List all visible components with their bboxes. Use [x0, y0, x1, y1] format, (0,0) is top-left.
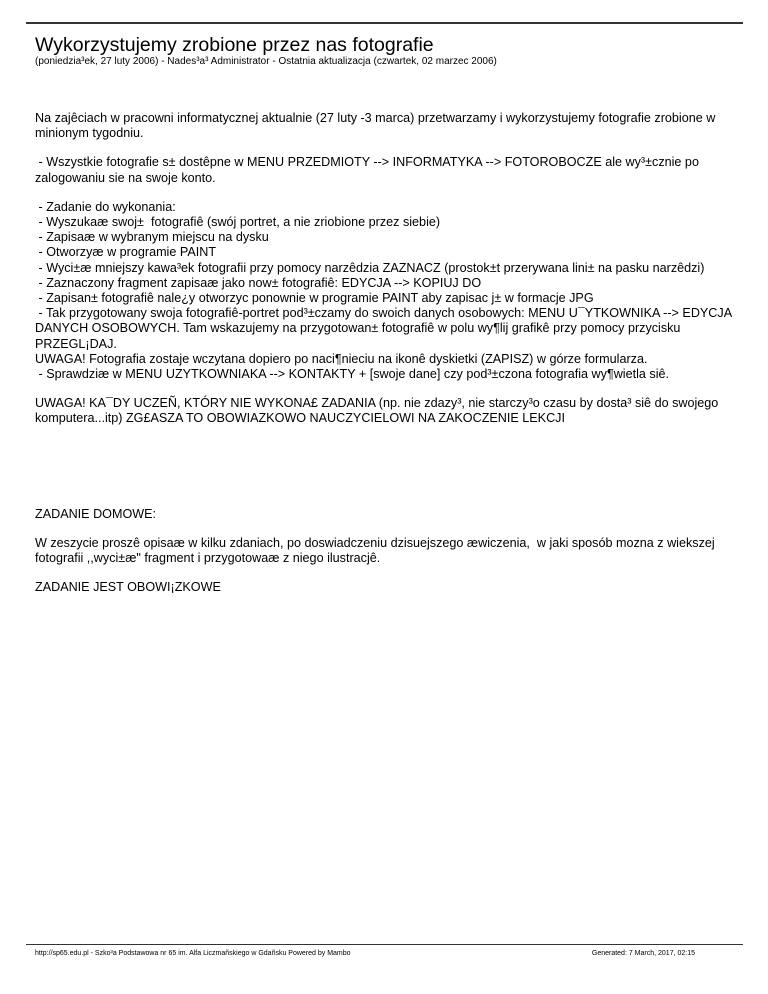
article-body [35, 111, 740, 595]
warning-paragraph: UWAGA! KA¯DY UCZEÑ, KTÓRY NIE WYKONA£ ZADANIA (np. nie zdazy³, nie starczy³o czasu by dosta³ siê do swojego komputera...itp) ZG£ASZA TO OBOWIAZKOWO NAUCZYCIELOWI NA ZAKOCZENIE LEKCJI [35, 396, 722, 426]
footer-generated: Generated: 7 March, 2017, 02:15 [591, 950, 695, 957]
intro-paragraph: Na zajêciach w pracowni informatycznej aktualnie (27 luty -3 marca) przetwarzamy i wykorzystujemy fotografie zrobione w minionym tygodniu. [35, 111, 719, 141]
footer-source: http://sp65.edu.pl - Szko³a Podstawowa nr 65 im. Alfa Liczmañskiego w Gdañsku Powered by Mambo [35, 950, 351, 957]
tasks-paragraph: - Zadanie do wykonania: - Wyszukaæ swoj± fotografiê (swój portret, a nie zriobione przez siebie) - Zapisaæ w wybranym miejscu na dysku - Otworzyæ w programie PAINT - Wyci±æ mniejszy kawa³ek fotografii przy pomocy narzêdzia ZAZNACZ (prostok±t przerywana lini± na pasku narzêdzi) - Zaznaczony fragment zapisaæ jako now± fotografiê: EDYCJA --> KOPIUJ DO - Zapisan± fotografiê nale¿y otworzyc ponownie w programie PAINT aby zapisac j± w formacje JPG - Tak przygotowany swoja fotografiê-portret pod³±czamy do swoich danych osobowych: MENU U¯YTKOWNIKA --> EDYCJA DANYCH OSOBOWYCH. Tam wskazujemy na przygotowan± fotografiê w polu wy¶lij grafikê przy pomocy przycisku PRZEGL¡DAJ. UWAGA! Fotografia zostaje wczytana dopiero po naci¶nieciu na ikonê dyskietki (ZAPISZ) w górze formularza. - Sprawdziæ w MENU UZYTKOWNIAKA --> KONTAKTY + [swoje dane] czy pod³±czona fotografia wy¶wietla siê. [35, 199, 732, 382]
article-title: Wykorzystujemy zrobione przez nas fotografie [35, 34, 434, 56]
homework-title: ZADANIE DOMOWE: [35, 506, 157, 521]
all-photos-paragraph: - Wszystkie fotografie s± dostêpne w MENU PRZEDMIOTY --> INFORMATYKA --> FOTOROBOCZE ale wy³±cznie po zalogowaniu sie na swoje konto. [35, 155, 703, 185]
article-meta: (poniedzia³ek, 27 luty 2006) - Nades³a³ Administrator - Ostatnia aktualizacja (czwartek, 02 marzec 2006) [35, 56, 497, 67]
top-divider [26, 22, 743, 24]
bottom-divider [26, 944, 743, 945]
homework-paragraph: W zeszycie proszê opisaæ w kilku zdaniach, po doswiadczeniu dzisuejszego æwiczenia, w jaki sposób mozna z wiekszej fotografii ,,wyci±æ" fragment i przygotowaæ z niego ilustracjê. [35, 535, 719, 566]
mandatory-note: ZADANIE JEST OBOWI¡ZKOWE [35, 580, 221, 595]
